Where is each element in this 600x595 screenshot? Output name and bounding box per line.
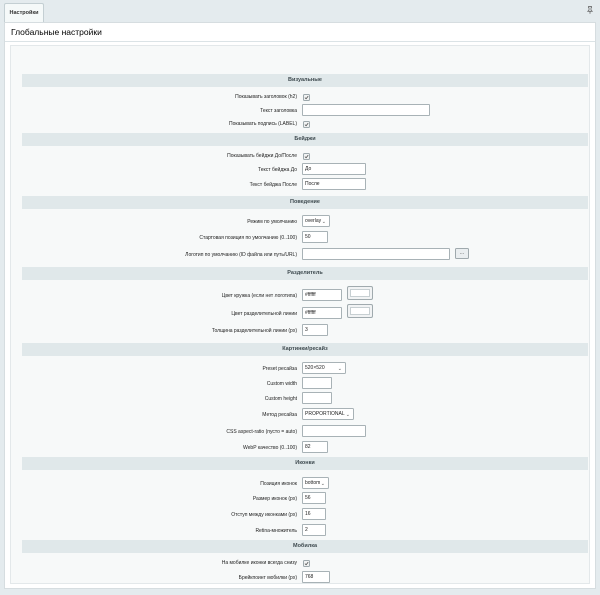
chevron-down-icon: ⌄ xyxy=(320,481,325,487)
show-badges-label: Показывать бейджи До/После xyxy=(227,153,297,159)
resize-method-select[interactable] xyxy=(302,408,354,420)
badge-before-input[interactable]: До xyxy=(302,163,366,175)
row-title-text xyxy=(11,105,591,117)
icon-gap-input[interactable]: 16 xyxy=(302,508,326,520)
line-color-label: Цвет разделительной линии xyxy=(231,311,297,317)
show-title-checkbox[interactable] xyxy=(303,94,310,101)
line-color-input[interactable]: #ffffff xyxy=(302,307,342,319)
row-line-color xyxy=(11,308,591,320)
circle-color-label: Цвет кружка (если нет логотипа) xyxy=(221,293,297,299)
circle-color-input[interactable]: #ffffff xyxy=(302,289,342,301)
show-title-label: Показывать заголовок (h2) xyxy=(235,94,297,100)
default-logo-input[interactable] xyxy=(302,248,450,260)
section-header-icons: Иконки xyxy=(22,457,588,470)
start-position-label: Стартовая позиция по умолчанию (0..100) xyxy=(199,235,297,241)
tab-settings[interactable]: Настройки xyxy=(4,3,44,22)
default-logo-label: Логотип по умолчанию (ID файла или путь/URL) xyxy=(185,252,297,258)
resize-method-label: Метод ресайза xyxy=(262,412,297,418)
section-header-resize: Картинки/ресайз xyxy=(22,343,588,356)
row-show-caption xyxy=(11,118,591,130)
retina-input[interactable]: 2 xyxy=(302,524,326,536)
show-badges-checkbox[interactable] xyxy=(303,153,310,160)
row-preset xyxy=(11,363,591,375)
row-icon-size xyxy=(11,493,591,505)
mobile-breakpoint-label: Брейкпоинт мобилки (px) xyxy=(238,575,297,581)
badge-after-input[interactable]: После xyxy=(302,178,366,190)
mobile-icons-below-label: На мобилке иконки всегда снизу xyxy=(221,560,297,566)
preset-value: 520×520 xyxy=(305,365,325,371)
custom-width-label: Custom width xyxy=(266,381,297,387)
custom-height-input[interactable] xyxy=(302,392,332,404)
settings-panel xyxy=(4,22,596,589)
default-mode-value: overlay xyxy=(305,218,322,224)
line-width-label: Толщина разделительной линии (px) xyxy=(211,328,297,334)
row-resize-method xyxy=(11,409,591,421)
mobile-icons-below-checkbox[interactable] xyxy=(303,560,310,567)
browse-logo-button[interactable]: ... xyxy=(455,248,469,259)
start-position-input[interactable]: 50 xyxy=(302,231,328,243)
section-header-visual: Визуальные xyxy=(22,74,588,87)
row-mobile-icons-below xyxy=(11,557,591,569)
custom-height-label: Custom height xyxy=(264,396,297,402)
line-color-picker[interactable] xyxy=(347,304,373,318)
icon-gap-label: Отступ между иконками (px) xyxy=(231,512,297,518)
row-custom-width xyxy=(11,378,591,390)
row-default-logo xyxy=(11,249,591,261)
row-badge-after xyxy=(11,179,591,191)
settings-form xyxy=(10,45,590,584)
preset-label: Preset ресайза xyxy=(262,366,297,372)
row-circle-color xyxy=(11,290,591,302)
icon-position-select[interactable] xyxy=(302,477,329,489)
row-show-badges xyxy=(11,150,591,162)
icon-position-label: Позиция иконок xyxy=(260,481,297,487)
title-divider xyxy=(5,41,595,42)
line-width-input[interactable]: 3 xyxy=(302,324,328,336)
chevron-down-icon: ⌄ xyxy=(321,219,326,225)
row-aspect-ratio xyxy=(11,426,591,438)
row-default-mode xyxy=(11,216,591,228)
row-retina xyxy=(11,525,591,537)
chevron-down-icon: ⌄ xyxy=(337,366,342,372)
badge-after-label: Текст бейджа После xyxy=(249,182,297,188)
preset-select[interactable] xyxy=(302,362,346,374)
title-text-label: Текст заголовка xyxy=(260,108,297,114)
chevron-down-icon: ⌄ xyxy=(345,412,350,418)
webp-quality-input[interactable]: 82 xyxy=(302,441,328,453)
circle-color-picker[interactable] xyxy=(347,286,373,300)
icon-size-label: Размер иконок (px) xyxy=(252,496,297,502)
row-badge-before xyxy=(11,164,591,176)
title-text-input[interactable] xyxy=(302,104,430,116)
default-mode-select[interactable] xyxy=(302,215,330,227)
page-title: Глобальные настройки xyxy=(11,27,102,37)
icon-position-value: bottom xyxy=(305,480,321,486)
aspect-ratio-input[interactable] xyxy=(302,425,366,437)
row-mobile-breakpoint xyxy=(11,572,591,584)
section-header-badges: Бейджи xyxy=(22,133,588,146)
show-caption-label: Показывать подпись (LABEL) xyxy=(228,121,297,127)
section-header-divider: Разделитель xyxy=(22,267,588,280)
webp-quality-label: WebP качество (0..100) xyxy=(243,445,297,451)
row-webp-quality xyxy=(11,442,591,454)
row-line-width xyxy=(11,325,591,337)
custom-width-input[interactable] xyxy=(302,377,332,389)
icon-size-input[interactable]: 56 xyxy=(302,492,326,504)
resize-method-value: PROPORTIONAL xyxy=(305,411,345,417)
aspect-ratio-label: CSS aspect-ratio (пусто = auto) xyxy=(226,429,297,435)
badge-before-label: Текст бейджа До xyxy=(257,167,297,173)
pin-icon[interactable] xyxy=(587,6,593,14)
retina-label: Retina-множитель xyxy=(255,528,297,534)
show-caption-checkbox[interactable] xyxy=(303,121,310,128)
section-header-mobile: Мобилка xyxy=(22,540,588,553)
row-custom-height xyxy=(11,393,591,405)
row-icon-gap xyxy=(11,509,591,521)
row-icon-position xyxy=(11,478,591,490)
section-header-behavior: Поведение xyxy=(22,196,588,209)
row-show-title xyxy=(11,91,591,103)
default-mode-label: Режим по умолчанию xyxy=(247,219,297,225)
row-start-position xyxy=(11,232,591,244)
tab-bar xyxy=(0,0,600,22)
mobile-breakpoint-input[interactable]: 768 xyxy=(302,571,330,583)
